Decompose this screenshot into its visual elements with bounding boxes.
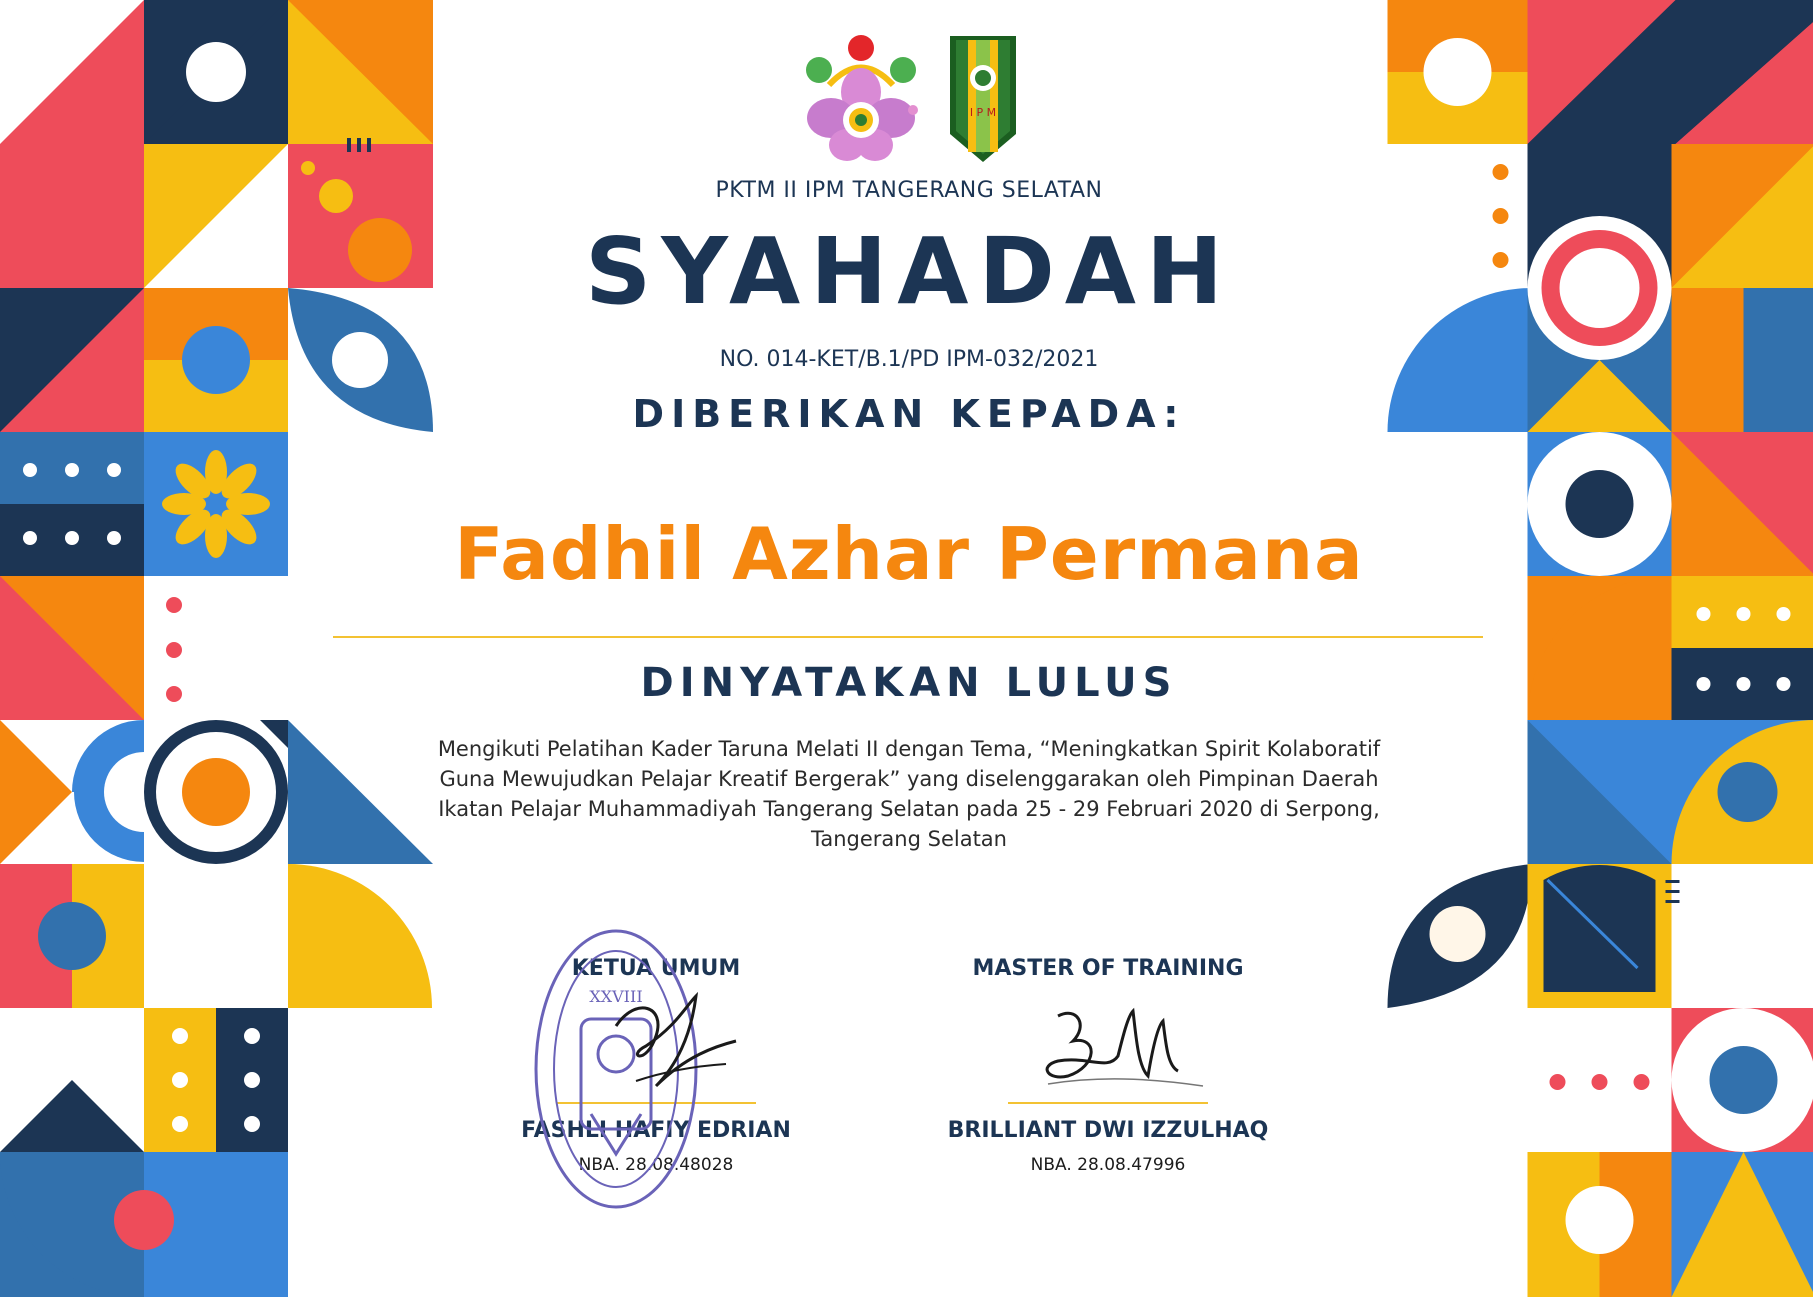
certificate-number: NO. 014-KET/B.1/PD IPM-032/2021 [719, 347, 1099, 372]
svg-text:I P M: I P M [969, 106, 997, 119]
signature-icon [1028, 996, 1208, 1096]
status-heading: DINYATAKAN LULUS [640, 660, 1178, 706]
signature-icon [596, 986, 746, 1096]
signature-block-master [928, 956, 1288, 1175]
left-decorative-pattern [0, 0, 433, 1297]
signer-name: BRILLIANT DWI IZZULHAQ [947, 1118, 1269, 1143]
certificate-title: SYAHADAH [584, 218, 1234, 325]
divider [333, 636, 1483, 638]
signature-line [1008, 1102, 1208, 1104]
signer-role: MASTER OF TRAINING [972, 956, 1244, 981]
signature-mark [476, 986, 836, 1102]
signature-block-chairman [476, 956, 836, 1175]
recipient-name: Fadhil Azhar Permana [454, 512, 1364, 596]
right-decorative-pattern [1385, 0, 1813, 1297]
signer-id: NBA. 28.08.48028 [578, 1155, 734, 1175]
certificate-body [433, 0, 1385, 1297]
signer-name: FASHLI HAFIY EDRIAN [521, 1118, 791, 1143]
description-text: Mengikuti Pelatihan Kader Taruna Melati II dengan Tema, “Meningkatkan Spirit Kolaboratif Guna Mewujudkan Pelajar Kreatif Bergerak” yang diselenggarakan oleh Pimpinan Daerah Ikatan Pelajar Muhammadiyah Tangerang Selatan pada 25 - 29 Februari 2020 di Serpong, Tangerang Selatan [437, 737, 1381, 851]
organization-name: PKTM II IPM TANGERANG SELATAN [715, 178, 1103, 203]
given-to-label: DIBERIKAN KEPADA: [632, 392, 1186, 436]
logo-row [433, 30, 1385, 170]
signer-role: KETUA UMUM [571, 956, 741, 981]
flower-emblem-icon [801, 30, 921, 165]
signer-id: NBA. 28.08.47996 [1030, 1155, 1186, 1175]
ipm-shield-icon [948, 34, 1018, 164]
circle-icon [186, 42, 246, 102]
svg-text:XXVIII: XXVIII [589, 987, 643, 1006]
signature-mark [928, 986, 1288, 1102]
